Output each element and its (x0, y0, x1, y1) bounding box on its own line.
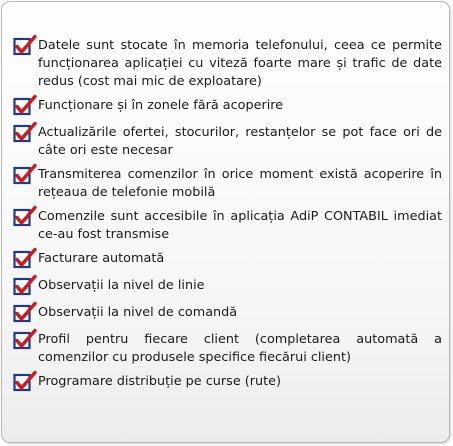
feature-text: Facturare automată (38, 251, 165, 266)
checkbox-checked-icon (12, 370, 38, 394)
feature-text: Datele sunt stocate în memoria telefonului, ceea ce permite funcționarea aplicației cu viteză foarte mare și trafic de date redus (cost mai mic de exploatare) (38, 38, 442, 89)
checkbox-checked-icon (12, 94, 38, 118)
feature-text: Comenzile sunt accesibile în aplicația AdiP CONTABIL imediat ce-au fost transmise (38, 209, 442, 242)
feature-text: Observații la nivel de comandă (38, 305, 238, 320)
feature-list (12, 37, 442, 400)
list-item (12, 304, 442, 325)
checkbox-checked-icon (12, 121, 38, 145)
feature-text: Transmiterea comenzilor în orice moment există acoperire în rețeaua de telefonie mobilă (38, 167, 442, 200)
checkbox-checked-icon (12, 247, 38, 271)
checkbox-checked-icon (12, 205, 38, 229)
list-item (12, 331, 442, 367)
checkbox-checked-icon (12, 163, 38, 187)
feature-text: Programare distribuție pe curse (rute) (38, 374, 282, 389)
list-item (12, 277, 442, 298)
list-item (12, 373, 442, 394)
list-item (12, 208, 442, 244)
checkbox-checked-icon (12, 274, 38, 298)
feature-text: Actualizările ofertei, stocurilor, restanțelor se pot face ori de câte ori este necesar (38, 125, 442, 158)
list-item (12, 37, 442, 91)
feature-text: Observații la nivel de linie (38, 278, 205, 293)
feature-text: Funcționare și în zonele fără acoperire (38, 98, 284, 113)
checkbox-checked-icon (12, 301, 38, 325)
feature-text: Profil pentru fiecare client (completarea automată a comenzilor cu produsele specifice fiecărui client) (38, 332, 442, 365)
list-item (12, 250, 442, 271)
list-item (12, 97, 442, 118)
list-item (12, 124, 442, 160)
list-item (12, 166, 442, 202)
checkbox-checked-icon (12, 34, 38, 58)
checkbox-checked-icon (12, 328, 38, 352)
